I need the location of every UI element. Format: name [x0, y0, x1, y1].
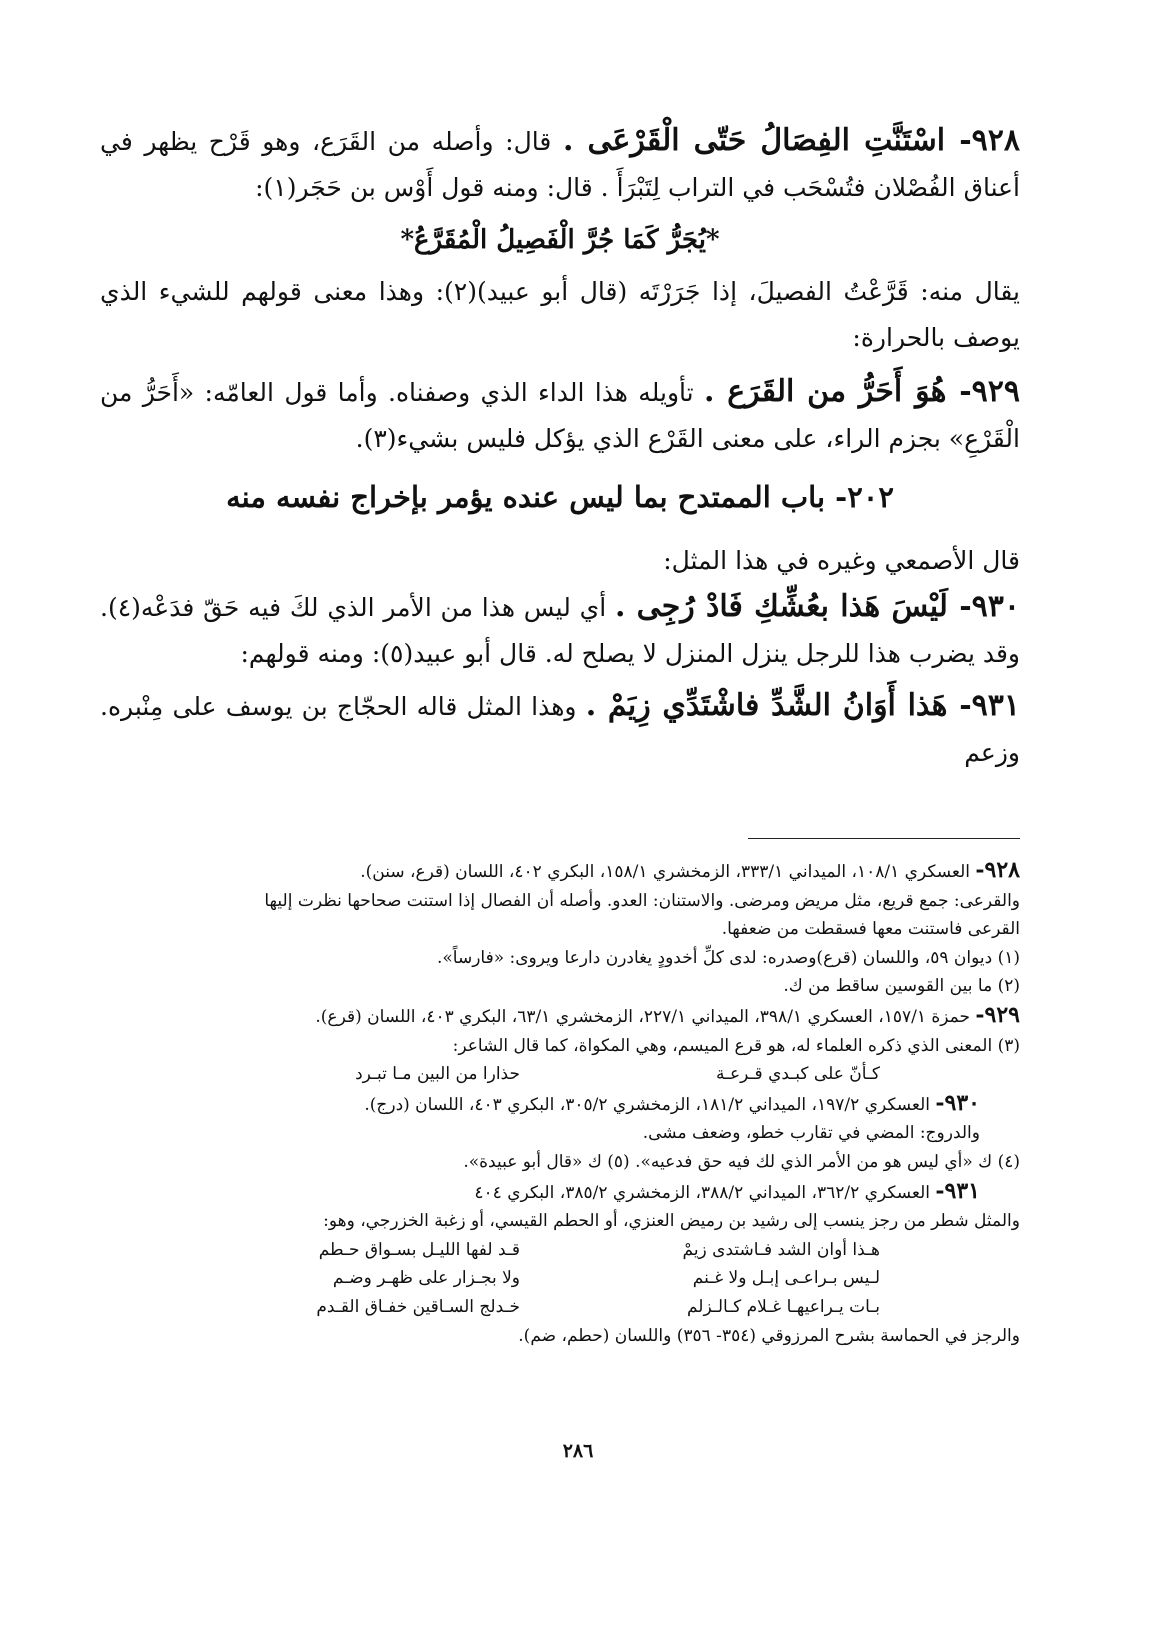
note-930-refs: ٩٣٠- العسكري ١٩٧/٢، الميداني ١٨١/٢، الزمخشري ٣٠٥/٢، البكري ٤٠٣، اللسان (درج).	[364, 1089, 980, 1116]
proverb-931: ٩٣١- هَذا أَوَانُ الشَّدِّ فاشْتَدِّي زِيَمْ .	[585, 688, 1020, 723]
entry-928	[100, 118, 1020, 211]
entry-930	[100, 584, 1020, 677]
footnote-3: (٣) المعنى الذي ذكره العلماء له، هو قرع الميسم، وهي المكواة، كما قال الشاعر:	[452, 1035, 1020, 1056]
note-929-refs: ٩٢٩- حمزة ١٥٧/١، العسكري ٣٩٨/١، الميداني ٢٢٧/١، الزمخشري ٦٣/١، البكري ٤٠٣، اللسان (قرع).	[315, 1001, 1020, 1028]
page-number: ٢٨٦	[562, 1440, 594, 1462]
entry-929	[100, 369, 1020, 462]
intro-line: قال الأصمعي وغيره في هذا المثل:	[663, 546, 1020, 575]
note-928-expl-2: القرعى فاستنت معها فسقطت من ضعفها.	[721, 919, 1020, 940]
footnotes-4-5: (٤) ك «أي ليس هو من الأمر الذي لك فيه حق فدعيه». (٥) ك «قال أبو عبيدة».	[463, 1151, 1020, 1172]
footnotes	[100, 856, 1020, 1350]
poem-line-3: بـات يـراعيهـا غـلام كـالـزلم خـدلج السـاقين خفـاق القـدم	[316, 1296, 880, 1317]
chapter-heading: ٢٠٢- باب الممتدح بما ليس عنده يؤمر بإخراج نفسه منه	[226, 480, 894, 514]
entry-929-text: تأويله هذا الداء الذي وصفناه. وأما قول العامّه: «أَحَرُّ من الْقَرْعِ» بجزم الراء، على معنى القَرْع الذي يؤكل فليس بشيء(٣).	[100, 378, 1020, 453]
proverb-928: ٩٢٨- اسْتَنَّتِ الفِصَالُ حَتّى الْقَرْعَى .	[562, 123, 1021, 158]
entry-928-cont: يقال منه: قَرَّعْتُ الفصيلَ، إذا جَرَرْتَه (قال أبو عبيد)(٢): وهذا معنى قولهم للشيء الذي يوصف بالحرارة:	[100, 277, 1020, 352]
note-931-expl: والمثل شطر من رجز ينسب إلى رشيد بن رميض العنزي، أو الحطم القيسي، أو زغبة الخزرجي، وهو:	[323, 1211, 1020, 1232]
entry-931	[100, 683, 1020, 776]
entry-931-text: وهذا المثل قاله الحجّاج بن يوسف على مِنْبره. وزعم	[100, 692, 1020, 767]
proverb-929: ٩٢٩- هُوَ أَحَرُّ من القَرَع .	[703, 374, 1021, 409]
entry-928-text: قال: وأصله من القَرَع، وهو قَرْح يظهر في أعناق الفُصْلان فتُسْحَب في التراب لِتَبْرَأَ . قال: ومنه قول أَوْس بن حَجَر(١):	[100, 127, 1020, 202]
poem-line-2: لـيس بـراعـى إبـل ولا غـنم ولا بجـزار على ظهـر وضـم	[332, 1268, 880, 1289]
poem-line-f3: كـأنّ على كبـدي قـرعـة حذارا من البين مـا تبـرد	[355, 1064, 880, 1085]
footnote-divider	[748, 838, 1020, 839]
note-931-refs: ٩٣١- العسكري ٣٦٢/٢، الميداني ٣٨٨/٢، الزمخشري ٣٨٥/٢، البكري ٤٠٤	[474, 1177, 980, 1204]
note-928-refs: ٩٢٨- العسكري ١٠٨/١، الميداني ٣٣٣/١، الزمخشري ١٥٨/١، البكري ٤٠٢، اللسان (قرع، سنن).	[360, 857, 1020, 883]
note-930-expl: والدروج: المضي في تقارب خطو، وضعف مشى.	[642, 1123, 980, 1144]
entry-930-text: أي ليس هذا من الأمر الذي لكَ فيه حَقّ فدَعْه(٤). وقد يضرب هذا للرجل ينزل المنزل لا يصلح له. قال أبو عبيد(٥): ومنه قولهم:	[100, 593, 1020, 668]
footnote-2: (٢) ما بين القوسين ساقط من ك.	[783, 976, 1020, 997]
main-text	[100, 118, 1020, 776]
footnote-1: (١) ديوان ٥٩، واللسان (قرع)وصدره: لدى كلِّ أخدودٍ يغادرن دارعا ويروى: «فارساً».	[436, 947, 1020, 968]
note-928-expl-1: والقرعى: جمع قريع، مثل مريض ومرضى. والاستنان: العدو. وأصله أن الفصال إذا استنت صحاحها نظرت إليها	[264, 890, 1020, 911]
note-931-source: والرجز في الحماسة بشرح المرزوقي (٣٥٤- ٣٥٦) واللسان (حطم، ضم).	[518, 1325, 1020, 1346]
verse-928: *يُجَرُّ كَمَا جُرَّ الْفَصِيلُ الْمُقَرَّعُ*	[400, 225, 720, 255]
proverb-930: ٩٣٠- لَيْسَ هَذا بعُشِّكِ فَادْ رُجِى .	[614, 589, 1021, 624]
poem-line-1: هـذا أوان الشد فـاشتدى زيمْ قـد لفها الليـل بسـواق حـطم	[318, 1239, 880, 1260]
